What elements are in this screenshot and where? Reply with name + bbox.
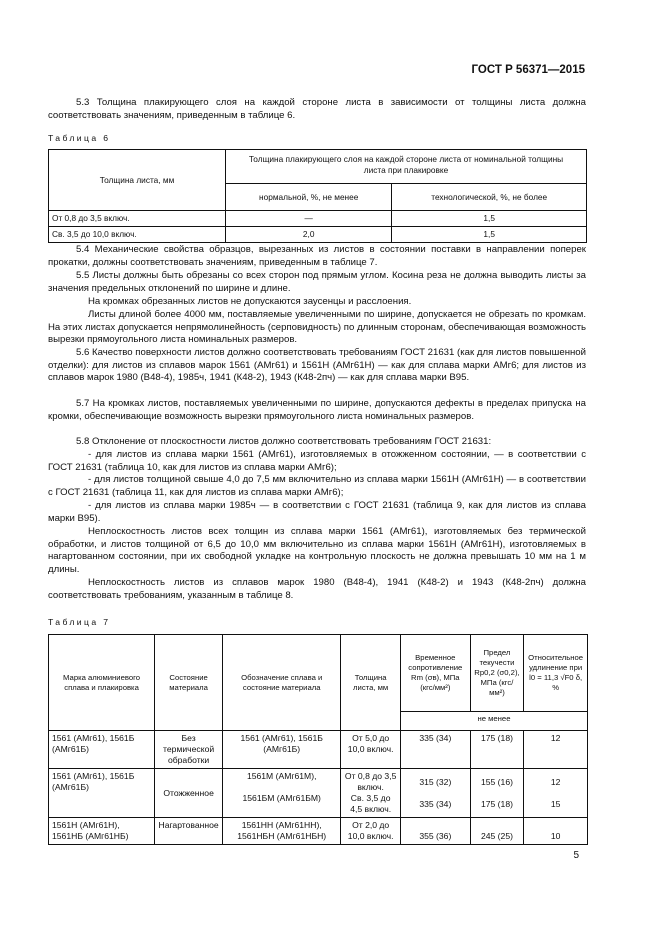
document-header: ГОСТ Р 56371—2015	[471, 64, 585, 76]
paragraph-5-8-a: - для листов из сплава марки 1561 (АМг61), изготовляемых в отожженном состоянии, — в соответствии с ГОСТ 21631 (таблица 10, как для листов из сплава марки АМг6);	[48, 449, 586, 473]
t6-cell: 1,5	[392, 211, 587, 227]
table-row	[49, 227, 587, 243]
t7-h-thick: Толщина листа, мм	[341, 635, 401, 731]
t7-rm-2: 335 (34)	[419, 798, 452, 809]
paragraph-5-7: 5.7 На кромках листов, поставляемых увеличенными по ширине, допускаются дефекты в пределах припуска на кромки, обеспечивающие возможность вырезки прямоугольного листа номинальных размеров.	[48, 398, 586, 422]
t7-cell: 245 (25)	[470, 818, 524, 845]
t7-cell	[470, 769, 524, 818]
t7-cell: Без термической обработки	[155, 731, 223, 769]
t7-el-2: 15	[550, 798, 561, 809]
t7-desig-2: 1561БМ (АМг61БМ)	[242, 793, 321, 803]
t7-desig-1: 1561М (АМг61М),	[246, 771, 317, 781]
paragraph-5-6: 5.6 Качество поверхности листов должно соответствовать требованиям ГОСТ 21631 (как для листов повышенной отделки): для листов из сплавов марок 1561 (АМг61) и 1561Н (АМг61Н) — как для сплава марки АМг6; для листов из сплавов марок 1980 (В48-4), 1985ч, 1941 (К48-2), 1943 (К48-2пч) — как для сплава марки В95.	[48, 347, 586, 384]
t7-h-min: не менее	[400, 712, 587, 731]
t6-col-thickness: Толщина листа, мм	[49, 150, 226, 211]
paragraph-5-5-c: Листы длиной более 4000 мм, поставляемые увеличенными по ширине, допускается не обрезать по кромкам. На этих листах допускается непрямолинейность (серповидность) по длинным сторонам, обеспечивающая возможность вырезки прямоугольного листа номинальных размеров.	[48, 309, 586, 346]
t7-cell: 10	[524, 818, 588, 845]
t6-cell: От 0,8 до 3,5 включ.	[49, 211, 226, 227]
t7-cell: 1561НН (АМг61НН), 1561НБН (АМг61НБН)	[223, 818, 341, 845]
t7-rm-1: 315 (32)	[419, 776, 452, 787]
t7-cell: 1561Н (АМг61Н), 1561НБ (АМг61НБ)	[49, 818, 155, 845]
t7-cell: 12	[524, 731, 588, 769]
t6-cell: 1,5	[392, 227, 587, 243]
t6-cell: 2,0	[226, 227, 392, 243]
t7-cell	[524, 769, 588, 818]
table-7	[48, 634, 588, 845]
t7-cell	[341, 769, 401, 818]
t7-rp-2: 175 (18)	[480, 798, 513, 809]
t7-cell	[400, 769, 470, 818]
t7-thick-1: От 0,8 до 3,5 включ.	[344, 771, 397, 792]
paragraph-5-5: 5.5 Листы должны быть обрезаны со всех сторон под прямым углом. Косина реза не должна выводить листы за значения предельных отклонений по ширине и длине.	[48, 270, 586, 294]
table-7-caption: Таблица 7	[48, 617, 111, 627]
t7-cell: 1561 (АМг61), 1561Б (АМг61Б)	[223, 731, 341, 769]
t7-cell: 1561 (АМг61), 1561Б (АМг61Б)	[49, 731, 155, 769]
t7-cell: 355 (36)	[400, 818, 470, 845]
t6-cell: —	[226, 211, 392, 227]
t7-rp-1: 155 (16)	[480, 776, 513, 787]
t7-cell: От 2,0 до 10,0 включ.	[341, 818, 401, 845]
t6-sub-tech: технологической, %, не более	[392, 184, 587, 211]
t7-h-rp: Предел текучести Rp0,2 (σ0,2), МПа (кгс/мм²)	[470, 635, 524, 712]
paragraph-5-8-e: Неплоскостность листов из сплавов марок 1980 (В48-4), 1941 (К48-2) и 1943 (К48-2пч) должна соответствовать требованиям, указанным в таблице 8.	[48, 577, 586, 601]
t6-group-header: Толщина плакирующего слоя на каждой стороне листа от номинальной толщины листа при плакировке	[226, 150, 587, 184]
table-6-caption: Таблица 6	[48, 133, 111, 143]
paragraph-5-8-b: - для листов толщиной свыше 4,0 до 7,5 мм включительно из сплава марки 1561Н (АМг61Н) — в соответствии с ГОСТ 21631 (таблица 11, как для листов из сплава марки АМг6);	[48, 474, 586, 498]
paragraph-5-8: 5.8 Отклонение от плоскостности листов должно соответствовать требованиям ГОСТ 21631:	[76, 436, 492, 447]
t7-cell: 335 (34)	[400, 731, 470, 769]
page-number: 5	[573, 850, 579, 861]
t7-cell: 1561 (АМг61), 1561Б (АМг61Б)	[49, 769, 155, 818]
table-row	[49, 769, 588, 818]
t7-h-state: Состояние материала	[155, 635, 223, 731]
t7-cell: Нагартованное	[155, 818, 223, 845]
table-row	[49, 818, 588, 845]
t7-h-rm: Временное сопротивление Rm (σв), МПа (кгс/мм²)	[400, 635, 470, 712]
t7-thick-2: Св. 3,5 до 4,5 включ.	[350, 793, 392, 814]
t7-cell	[223, 769, 341, 818]
t6-sub-normal: нормальной, %, не менее	[226, 184, 392, 211]
table-row	[49, 731, 588, 769]
table-row	[49, 211, 587, 227]
table-6	[48, 149, 587, 243]
paragraph-5-3: 5.3 Толщина плакирующего слоя на каждой стороне листа в зависимости от толщины листа должна соответствовать значениям, приведенным в таблице 6.	[48, 97, 586, 121]
t7-cell: От 5,0 до 10,0 включ.	[341, 731, 401, 769]
paragraph-5-5-b: На кромках обрезанных листов не допускаются заусенцы и расслоения.	[88, 296, 412, 307]
t6-cell: Св. 3,5 до 10,0 включ.	[49, 227, 226, 243]
paragraph-5-8-d: Неплоскостность листов всех толщин из сплава марки 1561 (АМг61), изготовляемых без термической обработки, и листов толщиной от 6,5 до 10,0 мм включительно из сплава марки 1561Н (АМг61Н), изготовляемых в нагартованном состоянии, при их свободной укладке на контрольную плоскость не должна превышать 10 мм на 1 м длины.	[48, 526, 586, 575]
t7-cell: 175 (18)	[470, 731, 524, 769]
t7-cell: Отожженное	[155, 769, 223, 818]
t7-el-1: 12	[550, 776, 561, 787]
t7-h-el: Относительное удлинение при l0 = 11,3 √F0 δ, %	[524, 635, 588, 712]
t7-h-mark: Марка алюминиевого сплава и плакировка	[49, 635, 155, 731]
paragraph-5-4: 5.4 Механические свойства образцов, вырезанных из листов в состоянии поставки в направлении поперек прокатки, должны соответствовать значениям, приведенным в таблице 7.	[48, 244, 586, 268]
paragraph-5-8-c: - для листов из сплава марки 1985ч — в соответствии с ГОСТ 21631 (таблица 9, как для листов из сплава марки В95).	[48, 500, 586, 524]
t7-h-desig: Обозначение сплава и состояние материала	[223, 635, 341, 731]
